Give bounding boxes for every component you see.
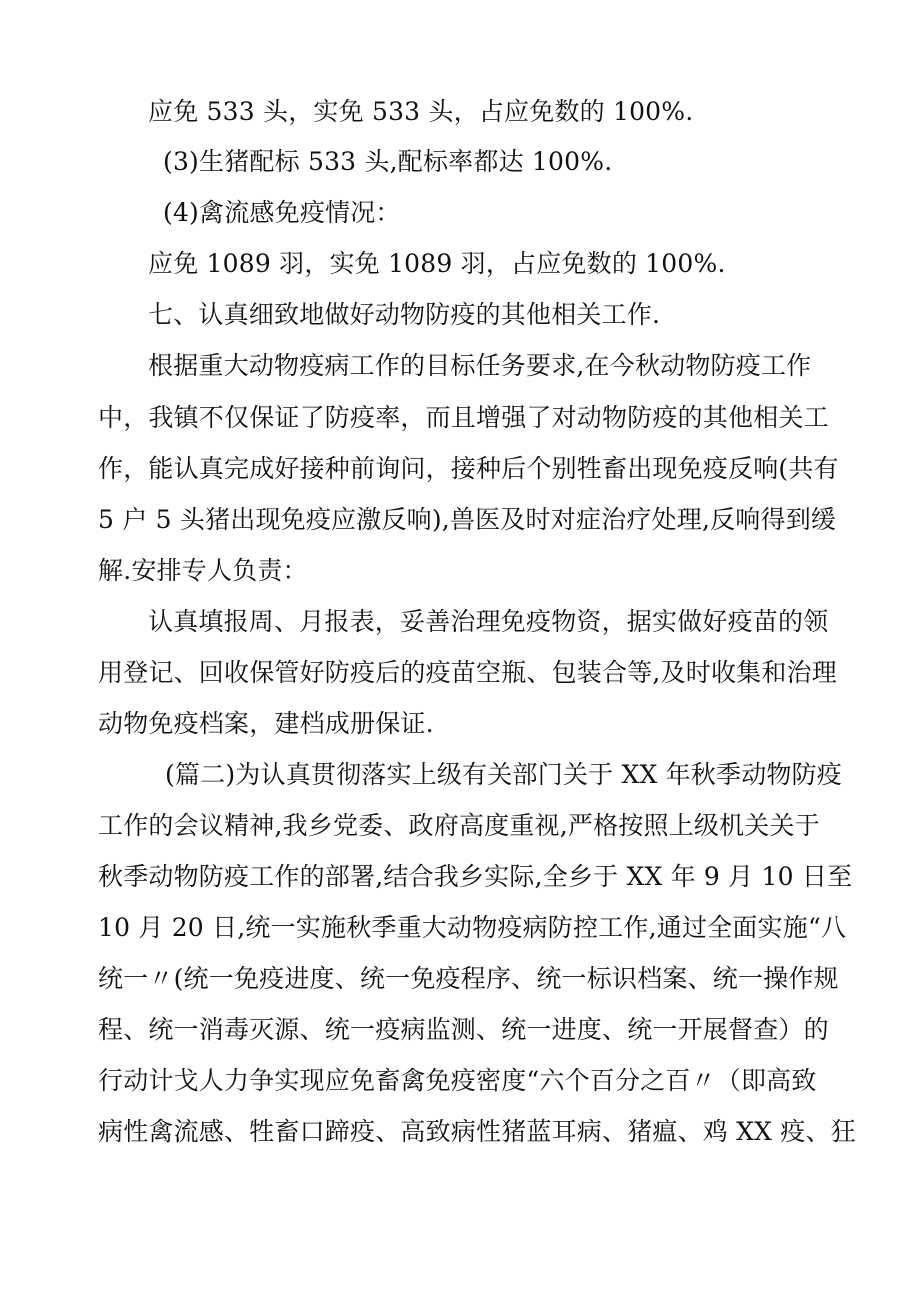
text-line: (4)禽流感免疫情况： <box>163 198 401 227</box>
text-line: 工作的会议精神,我乡党委、政府高度重视,严格按照上级机关关于 <box>98 811 820 840</box>
text-line: 5 户 5 头猪出现免疫应激反响),兽医及时对症治疗处理,反响得到缓 <box>98 505 837 534</box>
text-line: 行动计戈人力争实现应免畜禽免疫密度“六个百分之百〃（即高致 <box>98 1066 817 1095</box>
text-line: 统一〃(统一免疫进度、统一免疫程序、统一标识档案、统一操作规 <box>98 964 839 993</box>
text-line: 应免 1089 羽，实免 1089 羽，占应免数的 100%. <box>148 249 726 278</box>
text-line: 10 月 20 日,统一实施秋季重大动物疫病防控工作,通过全面实施“八 <box>98 913 847 942</box>
text-line: 解.安排专人负责： <box>98 556 308 585</box>
text-line: 作，能认真完成好接种前询问，接种后个别牲畜出现免疫反响(共有 <box>98 454 839 483</box>
text-line: 动物免疫档案，建档成册保证. <box>98 709 434 738</box>
section-heading: 七、认真细致地做好动物防疫的其他相关工作. <box>148 300 661 329</box>
text-line: 秋季动物防疫工作的部署,结合我乡实际,全乡于 XX 年 9 月 10 日至 <box>98 862 853 891</box>
text-line: 根据重大动物疫病工作的目标任务要求,在今秋动物防疫工作 <box>148 351 812 380</box>
text-line: 病性禽流感、牲畜口蹄疫、高致病性猪蓝耳病、猪瘟、鸡 XX 疫、狂 <box>98 1117 856 1146</box>
text-line: 应免 533 头，实免 533 头，占应免数的 100%. <box>148 97 694 126</box>
text-line: 中，我镇不仅保证了防疫率，而且增强了对动物防疫的其他相关工 <box>98 403 829 432</box>
text-line: (篇二)为认真贯彻落实上级有关部门关于 XX 年秋季动物防疫 <box>165 760 842 789</box>
text-line: 程、统一消毒灭源、统一疫病监测、统一进度、统一开展督查）的 <box>98 1015 829 1044</box>
text-line: (3)生猪配标 533 头,配标率都达 100%. <box>163 147 613 176</box>
text-line: 用登记、回收保管好防疫后的疫苗空瓶、包装合等,及时收集和治理 <box>98 658 837 687</box>
text-line: 认真填报周、月报表，妥善治理免疫物资，据实做好疫苗的领 <box>148 607 829 636</box>
